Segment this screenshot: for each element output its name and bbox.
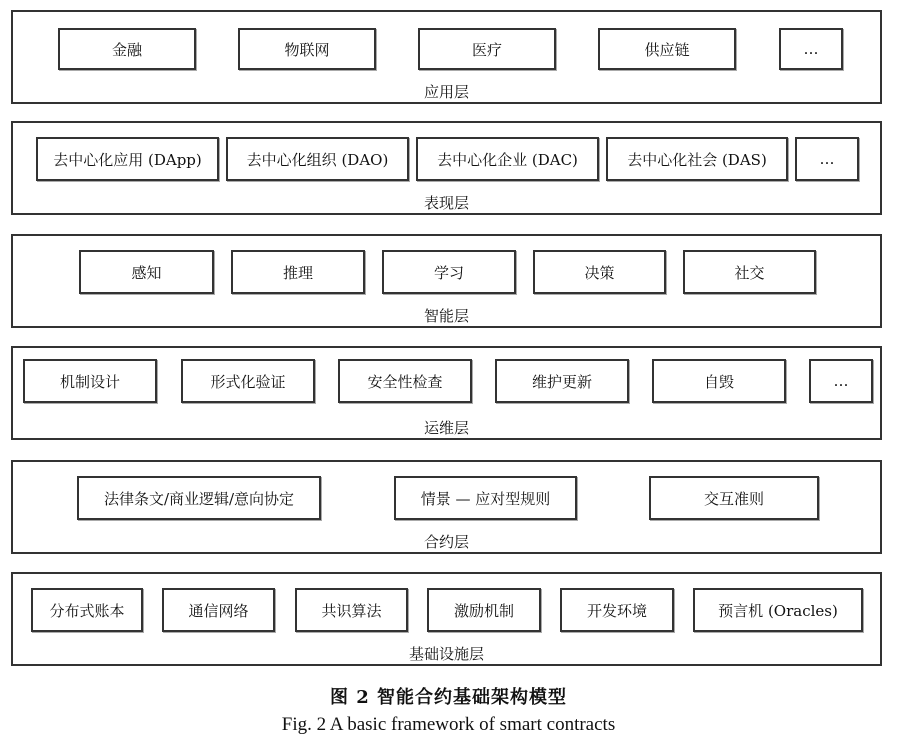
item-more: … <box>795 137 859 181</box>
item-dev-environment: 开发环境 <box>560 588 674 632</box>
item-security-check: 安全性检查 <box>338 359 472 403</box>
item-reasoning: 推理 <box>231 250 365 294</box>
layer-contract <box>11 460 882 554</box>
item-more: … <box>779 28 843 70</box>
item-social: 社交 <box>683 250 816 294</box>
item-dao: 去中心化组织 (DAO) <box>226 137 409 181</box>
layer-title-intelligence: 智能层 <box>423 307 469 325</box>
item-more: … <box>809 359 873 403</box>
layer-application <box>11 10 882 104</box>
item-medical: 医疗 <box>418 28 556 70</box>
figure-caption-english: Fig. 2 A basic framework of smart contracts <box>281 714 616 735</box>
item-consensus-algorithm: 共识算法 <box>295 588 408 632</box>
layer-intelligence <box>11 234 882 328</box>
layer-operations <box>11 346 882 440</box>
item-formal-verification: 形式化验证 <box>181 359 315 403</box>
item-iot: 物联网 <box>238 28 376 70</box>
layer-title-application: 应用层 <box>423 83 469 101</box>
item-scenario-rules: 情景 — 应对型规则 <box>394 476 577 520</box>
item-communication-network: 通信网络 <box>162 588 275 632</box>
layer-title-contract: 合约层 <box>423 533 469 551</box>
item-dac: 去中心化企业 (DAC) <box>416 137 599 181</box>
item-legal-business-intent: 法律条文/商业逻辑/意向协定 <box>77 476 321 520</box>
item-distributed-ledger: 分布式账本 <box>31 588 143 632</box>
item-oracles: 预言机 (Oracles) <box>693 588 863 632</box>
item-learning: 学习 <box>382 250 516 294</box>
layer-infrastructure <box>11 572 882 666</box>
layer-title-presentation: 表现层 <box>423 194 469 212</box>
item-das: 去中心化社会 (DAS) <box>606 137 788 181</box>
item-decision: 决策 <box>533 250 666 294</box>
layer-title-operations: 运维层 <box>423 419 469 437</box>
item-mechanism-design: 机制设计 <box>23 359 157 403</box>
layer-presentation <box>11 121 882 215</box>
item-maintenance: 维护更新 <box>495 359 629 403</box>
item-self-destruct: 自毁 <box>652 359 786 403</box>
item-supply-chain: 供应链 <box>598 28 736 70</box>
figure-caption-chinese: 图 2 智能合约基础架构模型 <box>329 687 568 708</box>
item-perception: 感知 <box>79 250 214 294</box>
item-finance: 金融 <box>58 28 196 70</box>
item-interaction-rules: 交互准则 <box>649 476 819 520</box>
item-dapp: 去中心化应用 (DApp) <box>36 137 219 181</box>
item-incentive-mechanism: 激励机制 <box>427 588 541 632</box>
layer-title-infrastructure: 基础设施层 <box>408 645 484 663</box>
